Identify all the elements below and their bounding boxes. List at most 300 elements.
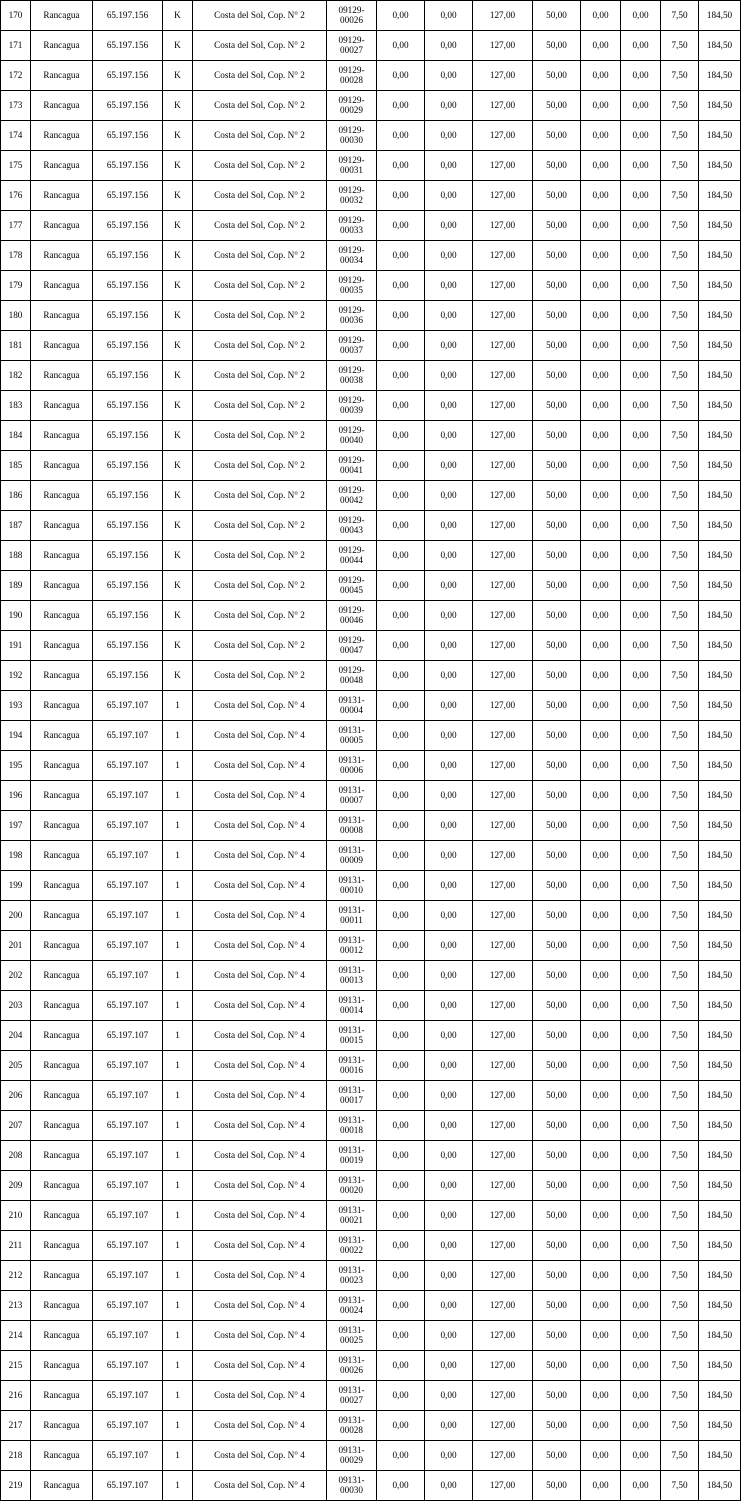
cell-index: 183 xyxy=(1,391,31,421)
cell-value-4: 50,00 xyxy=(533,631,581,661)
cell-letra: K xyxy=(163,1,193,31)
cell-condominio: Costa del Sol, Cop. N° 4 xyxy=(193,781,327,811)
cell-value-4: 50,00 xyxy=(533,901,581,931)
cell-rol: 65.197.156 xyxy=(93,1,163,31)
cell-value-5: 0,00 xyxy=(581,1051,621,1081)
cell-value-5: 0,00 xyxy=(581,1411,621,1441)
cell-value-3: 127,00 xyxy=(473,661,533,691)
unidad-line-2: 00010 xyxy=(340,884,363,895)
cell-value-2: 0,00 xyxy=(425,331,473,361)
cell-value-8: 184,50 xyxy=(699,1081,741,1111)
cell-index: 211 xyxy=(1,1231,31,1261)
cell-condominio: Costa del Sol, Cop. N° 2 xyxy=(193,181,327,211)
cell-value-2: 0,00 xyxy=(425,811,473,841)
cell-rol: 65.197.156 xyxy=(93,661,163,691)
cell-index: 175 xyxy=(1,151,31,181)
cell-value-4: 50,00 xyxy=(533,151,581,181)
cell-value-1: 0,00 xyxy=(377,1291,425,1321)
unidad-line-1: 09131- xyxy=(338,724,365,735)
cell-letra: 1 xyxy=(163,1111,193,1141)
cell-condominio: Costa del Sol, Cop. N° 2 xyxy=(193,601,327,631)
cell-index: 179 xyxy=(1,271,31,301)
cell-unidad xyxy=(327,601,377,631)
cell-rol: 65.197.156 xyxy=(93,271,163,301)
table-row xyxy=(1,631,741,661)
cell-value-2: 0,00 xyxy=(425,601,473,631)
cell-value-1: 0,00 xyxy=(377,1411,425,1441)
cell-index: 216 xyxy=(1,1381,31,1411)
cell-value-3: 127,00 xyxy=(473,901,533,931)
cell-value-4: 50,00 xyxy=(533,271,581,301)
cell-value-8: 184,50 xyxy=(699,1321,741,1351)
cell-value-8: 184,50 xyxy=(699,931,741,961)
cell-rol: 65.197.107 xyxy=(93,961,163,991)
cell-condominio: Costa del Sol, Cop. N° 4 xyxy=(193,1471,327,1501)
cell-value-6: 0,00 xyxy=(621,451,661,481)
cell-value-7: 7,50 xyxy=(661,1051,699,1081)
unidad-line-1: 09131- xyxy=(338,1414,365,1425)
table-row xyxy=(1,1411,741,1441)
cell-rol: 65.197.107 xyxy=(93,1351,163,1381)
cell-value-5: 0,00 xyxy=(581,751,621,781)
cell-comuna: Rancagua xyxy=(31,121,93,151)
cell-condominio: Costa del Sol, Cop. N° 2 xyxy=(193,271,327,301)
cell-letra: 1 xyxy=(163,1021,193,1051)
cell-letra: 1 xyxy=(163,751,193,781)
cell-rol: 65.197.107 xyxy=(93,1411,163,1441)
cell-value-5: 0,00 xyxy=(581,241,621,271)
cell-value-2: 0,00 xyxy=(425,871,473,901)
cell-index: 217 xyxy=(1,1411,31,1441)
cell-letra: 1 xyxy=(163,841,193,871)
table-row xyxy=(1,901,741,931)
cell-unidad xyxy=(327,241,377,271)
cell-value-7: 7,50 xyxy=(661,481,699,511)
cell-value-8: 184,50 xyxy=(699,601,741,631)
unidad-line-2: 00042 xyxy=(340,494,363,505)
unidad-line-1: 09131- xyxy=(338,1384,365,1395)
cell-value-6: 0,00 xyxy=(621,1231,661,1261)
cell-value-4: 50,00 xyxy=(533,1261,581,1291)
cell-value-8: 184,50 xyxy=(699,1171,741,1201)
table-row xyxy=(1,1111,741,1141)
cell-value-7: 7,50 xyxy=(661,1441,699,1471)
cell-value-3: 127,00 xyxy=(473,751,533,781)
cell-rol: 65.197.107 xyxy=(93,1471,163,1501)
cell-value-1: 0,00 xyxy=(377,1231,425,1261)
table-row xyxy=(1,181,741,211)
unidad-line-1: 09129- xyxy=(338,484,365,495)
cell-comuna: Rancagua xyxy=(31,1381,93,1411)
cell-value-8: 184,50 xyxy=(699,1261,741,1291)
table-row xyxy=(1,871,741,901)
cell-condominio: Costa del Sol, Cop. N° 4 xyxy=(193,901,327,931)
cell-value-3: 127,00 xyxy=(473,331,533,361)
unidad-line-2: 00015 xyxy=(340,1034,363,1045)
cell-value-2: 0,00 xyxy=(425,961,473,991)
cell-rol: 65.197.156 xyxy=(93,601,163,631)
cell-index: 206 xyxy=(1,1081,31,1111)
unidad-line-1: 09131- xyxy=(338,1444,365,1455)
cell-value-6: 0,00 xyxy=(621,601,661,631)
cell-rol: 65.197.107 xyxy=(93,781,163,811)
cell-unidad xyxy=(327,901,377,931)
cell-value-8: 184,50 xyxy=(699,61,741,91)
table-row xyxy=(1,391,741,421)
unidad-line-2: 00007 xyxy=(340,794,363,805)
cell-value-5: 0,00 xyxy=(581,331,621,361)
cell-value-7: 7,50 xyxy=(661,571,699,601)
cell-value-7: 7,50 xyxy=(661,1351,699,1381)
unidad-line-1: 09129- xyxy=(338,514,365,525)
cell-value-2: 0,00 xyxy=(425,1441,473,1471)
cell-value-4: 50,00 xyxy=(533,181,581,211)
cell-value-1: 0,00 xyxy=(377,1171,425,1201)
cell-value-8: 184,50 xyxy=(699,751,741,781)
cell-value-3: 127,00 xyxy=(473,361,533,391)
cell-value-5: 0,00 xyxy=(581,1291,621,1321)
cell-value-7: 7,50 xyxy=(661,241,699,271)
cell-value-3: 127,00 xyxy=(473,571,533,601)
cell-value-5: 0,00 xyxy=(581,1321,621,1351)
cell-unidad xyxy=(327,1111,377,1141)
cell-comuna: Rancagua xyxy=(31,721,93,751)
unidad-line-1: 09129- xyxy=(338,34,365,45)
cell-comuna: Rancagua xyxy=(31,1351,93,1381)
cell-letra: 1 xyxy=(163,901,193,931)
cell-value-4: 50,00 xyxy=(533,541,581,571)
cell-value-4: 50,00 xyxy=(533,1201,581,1231)
cell-letra: 1 xyxy=(163,1171,193,1201)
cell-value-3: 127,00 xyxy=(473,451,533,481)
cell-condominio: Costa del Sol, Cop. N° 4 xyxy=(193,1081,327,1111)
cell-rol: 65.197.156 xyxy=(93,571,163,601)
unidad-line-2: 00021 xyxy=(340,1214,363,1225)
cell-value-2: 0,00 xyxy=(425,1081,473,1111)
cell-rol: 65.197.156 xyxy=(93,91,163,121)
cell-value-1: 0,00 xyxy=(377,1051,425,1081)
cell-value-4: 50,00 xyxy=(533,211,581,241)
cell-value-1: 0,00 xyxy=(377,871,425,901)
unidad-line-1: 09129- xyxy=(338,664,365,675)
cell-value-4: 50,00 xyxy=(533,1351,581,1381)
cell-value-1: 0,00 xyxy=(377,691,425,721)
cell-value-4: 50,00 xyxy=(533,1141,581,1171)
cell-value-1: 0,00 xyxy=(377,151,425,181)
cell-index: 182 xyxy=(1,361,31,391)
cell-value-3: 127,00 xyxy=(473,1,533,31)
cell-unidad xyxy=(327,391,377,421)
table-row xyxy=(1,1261,741,1291)
cell-value-1: 0,00 xyxy=(377,301,425,331)
cell-condominio: Costa del Sol, Cop. N° 2 xyxy=(193,61,327,91)
cell-letra: 1 xyxy=(163,1141,193,1171)
cell-rol: 65.197.107 xyxy=(93,1051,163,1081)
unidad-line-1: 09129- xyxy=(338,454,365,465)
cell-letra: K xyxy=(163,511,193,541)
cell-rol: 65.197.156 xyxy=(93,31,163,61)
cell-index: 209 xyxy=(1,1171,31,1201)
cell-value-5: 0,00 xyxy=(581,961,621,991)
cell-value-8: 184,50 xyxy=(699,571,741,601)
cell-value-5: 0,00 xyxy=(581,121,621,151)
cell-value-4: 50,00 xyxy=(533,91,581,121)
cell-value-4: 50,00 xyxy=(533,691,581,721)
cell-value-7: 7,50 xyxy=(661,511,699,541)
cell-value-5: 0,00 xyxy=(581,841,621,871)
cell-index: 196 xyxy=(1,781,31,811)
cell-value-7: 7,50 xyxy=(661,301,699,331)
unidad-line-1: 09131- xyxy=(338,784,365,795)
cell-rol: 65.197.156 xyxy=(93,181,163,211)
cell-value-1: 0,00 xyxy=(377,1381,425,1411)
cell-unidad xyxy=(327,1081,377,1111)
cell-value-5: 0,00 xyxy=(581,811,621,841)
cell-value-3: 127,00 xyxy=(473,781,533,811)
unidad-line-2: 00037 xyxy=(340,344,363,355)
table-row xyxy=(1,511,741,541)
cell-comuna: Rancagua xyxy=(31,181,93,211)
cell-value-7: 7,50 xyxy=(661,121,699,151)
cell-value-4: 50,00 xyxy=(533,451,581,481)
cell-value-4: 50,00 xyxy=(533,1471,581,1501)
cell-unidad xyxy=(327,451,377,481)
cell-unidad xyxy=(327,1441,377,1471)
cell-index: 173 xyxy=(1,91,31,121)
cell-value-4: 50,00 xyxy=(533,841,581,871)
cell-value-1: 0,00 xyxy=(377,421,425,451)
cell-value-4: 50,00 xyxy=(533,1291,581,1321)
cell-value-4: 50,00 xyxy=(533,1051,581,1081)
cell-value-6: 0,00 xyxy=(621,481,661,511)
cell-value-3: 127,00 xyxy=(473,541,533,571)
unidad-line-1: 09131- xyxy=(338,814,365,825)
cell-comuna: Rancagua xyxy=(31,1111,93,1141)
cell-comuna: Rancagua xyxy=(31,661,93,691)
cell-comuna: Rancagua xyxy=(31,1411,93,1441)
cell-value-4: 50,00 xyxy=(533,1021,581,1051)
cell-letra: 1 xyxy=(163,931,193,961)
cell-condominio: Costa del Sol, Cop. N° 2 xyxy=(193,661,327,691)
table-row xyxy=(1,31,741,61)
cell-rol: 65.197.107 xyxy=(93,1171,163,1201)
cell-value-2: 0,00 xyxy=(425,451,473,481)
cell-value-3: 127,00 xyxy=(473,211,533,241)
cell-value-5: 0,00 xyxy=(581,301,621,331)
table-row xyxy=(1,751,741,781)
unidad-line-2: 00011 xyxy=(340,914,363,925)
cell-value-6: 0,00 xyxy=(621,1261,661,1291)
cell-value-6: 0,00 xyxy=(621,391,661,421)
unidad-line-2: 00033 xyxy=(340,224,363,235)
cell-index: 188 xyxy=(1,541,31,571)
cell-unidad xyxy=(327,91,377,121)
cell-value-8: 184,50 xyxy=(699,1411,741,1441)
cell-comuna: Rancagua xyxy=(31,1081,93,1111)
cell-value-7: 7,50 xyxy=(661,1381,699,1411)
cell-value-5: 0,00 xyxy=(581,211,621,241)
cell-value-8: 184,50 xyxy=(699,1111,741,1141)
cell-unidad xyxy=(327,1141,377,1171)
cell-value-3: 127,00 xyxy=(473,991,533,1021)
cell-rol: 65.197.107 xyxy=(93,1441,163,1471)
cell-value-1: 0,00 xyxy=(377,1081,425,1111)
cell-value-5: 0,00 xyxy=(581,1441,621,1471)
cell-rol: 65.197.156 xyxy=(93,391,163,421)
cell-value-6: 0,00 xyxy=(621,1291,661,1321)
cell-comuna: Rancagua xyxy=(31,91,93,121)
table-row xyxy=(1,661,741,691)
unidad-line-1: 09129- xyxy=(338,544,365,555)
cell-value-8: 184,50 xyxy=(699,481,741,511)
cell-value-5: 0,00 xyxy=(581,1261,621,1291)
cell-value-2: 0,00 xyxy=(425,1411,473,1441)
cell-value-6: 0,00 xyxy=(621,931,661,961)
cell-value-7: 7,50 xyxy=(661,931,699,961)
cell-rol: 65.197.156 xyxy=(93,541,163,571)
cell-value-1: 0,00 xyxy=(377,181,425,211)
cell-unidad xyxy=(327,1381,377,1411)
unidad-line-2: 00027 xyxy=(340,1394,363,1405)
table-row xyxy=(1,1201,741,1231)
cell-value-8: 184,50 xyxy=(699,241,741,271)
table-row xyxy=(1,421,741,451)
unidad-line-1: 09129- xyxy=(338,94,365,105)
cell-comuna: Rancagua xyxy=(31,1291,93,1321)
cell-value-6: 0,00 xyxy=(621,31,661,61)
cell-unidad xyxy=(327,811,377,841)
cell-unidad xyxy=(327,691,377,721)
cell-index: 205 xyxy=(1,1051,31,1081)
cell-comuna: Rancagua xyxy=(31,931,93,961)
unidad-line-2: 00028 xyxy=(340,74,363,85)
table-row xyxy=(1,841,741,871)
table-row xyxy=(1,1291,741,1321)
cell-value-6: 0,00 xyxy=(621,751,661,781)
cell-condominio: Costa del Sol, Cop. N° 4 xyxy=(193,1201,327,1231)
cell-letra: 1 xyxy=(163,1381,193,1411)
cell-value-3: 127,00 xyxy=(473,151,533,181)
unidad-line-1: 09129- xyxy=(338,304,365,315)
cell-condominio: Costa del Sol, Cop. N° 2 xyxy=(193,451,327,481)
cell-value-6: 0,00 xyxy=(621,91,661,121)
cell-comuna: Rancagua xyxy=(31,1171,93,1201)
cell-index: 219 xyxy=(1,1471,31,1501)
cell-value-5: 0,00 xyxy=(581,1201,621,1231)
cell-condominio: Costa del Sol, Cop. N° 4 xyxy=(193,1261,327,1291)
cell-value-2: 0,00 xyxy=(425,481,473,511)
cell-value-2: 0,00 xyxy=(425,361,473,391)
cell-letra: 1 xyxy=(163,1201,193,1231)
cell-value-6: 0,00 xyxy=(621,301,661,331)
cell-value-1: 0,00 xyxy=(377,481,425,511)
cell-index: 180 xyxy=(1,301,31,331)
cell-comuna: Rancagua xyxy=(31,481,93,511)
cell-value-7: 7,50 xyxy=(661,961,699,991)
cell-value-7: 7,50 xyxy=(661,211,699,241)
cell-condominio: Costa del Sol, Cop. N° 2 xyxy=(193,91,327,121)
unidad-line-1: 09131- xyxy=(338,1144,365,1155)
cell-rol: 65.197.156 xyxy=(93,331,163,361)
table-row xyxy=(1,931,741,961)
table-row xyxy=(1,241,741,271)
cell-value-5: 0,00 xyxy=(581,31,621,61)
cell-condominio: Costa del Sol, Cop. N° 2 xyxy=(193,541,327,571)
cell-value-6: 0,00 xyxy=(621,811,661,841)
cell-value-1: 0,00 xyxy=(377,571,425,601)
cell-value-7: 7,50 xyxy=(661,1081,699,1111)
table-row xyxy=(1,481,741,511)
cell-value-4: 50,00 xyxy=(533,601,581,631)
cell-value-8: 184,50 xyxy=(699,211,741,241)
cell-value-1: 0,00 xyxy=(377,271,425,301)
cell-condominio: Costa del Sol, Cop. N° 4 xyxy=(193,1141,327,1171)
cell-comuna: Rancagua xyxy=(31,1201,93,1231)
cell-comuna: Rancagua xyxy=(31,571,93,601)
cell-value-1: 0,00 xyxy=(377,1321,425,1351)
cell-index: 190 xyxy=(1,601,31,631)
cell-rol: 65.197.156 xyxy=(93,421,163,451)
table-row xyxy=(1,691,741,721)
table-row xyxy=(1,991,741,1021)
cell-comuna: Rancagua xyxy=(31,991,93,1021)
cell-value-2: 0,00 xyxy=(425,781,473,811)
cell-value-2: 0,00 xyxy=(425,1171,473,1201)
cell-value-8: 184,50 xyxy=(699,841,741,871)
cell-condominio: Costa del Sol, Cop. N° 2 xyxy=(193,331,327,361)
cell-unidad xyxy=(327,721,377,751)
cell-unidad xyxy=(327,61,377,91)
cell-unidad xyxy=(327,871,377,901)
cell-letra: K xyxy=(163,661,193,691)
cell-condominio: Costa del Sol, Cop. N° 4 xyxy=(193,1321,327,1351)
cell-value-6: 0,00 xyxy=(621,361,661,391)
table-row xyxy=(1,601,741,631)
cell-comuna: Rancagua xyxy=(31,241,93,271)
cell-letra: K xyxy=(163,241,193,271)
cell-value-1: 0,00 xyxy=(377,601,425,631)
cell-letra: 1 xyxy=(163,991,193,1021)
cell-value-7: 7,50 xyxy=(661,1171,699,1201)
table-row xyxy=(1,451,741,481)
cell-letra: K xyxy=(163,631,193,661)
unidad-line-1: 09131- xyxy=(338,1294,365,1305)
cell-value-7: 7,50 xyxy=(661,1321,699,1351)
cell-value-3: 127,00 xyxy=(473,871,533,901)
cell-index: 204 xyxy=(1,1021,31,1051)
unidad-line-2: 00035 xyxy=(340,284,363,295)
table-row xyxy=(1,61,741,91)
cell-index: 178 xyxy=(1,241,31,271)
cell-value-1: 0,00 xyxy=(377,1,425,31)
cell-condominio: Costa del Sol, Cop. N° 4 xyxy=(193,1171,327,1201)
cell-comuna: Rancagua xyxy=(31,871,93,901)
cell-letra: 1 xyxy=(163,1231,193,1261)
cell-value-4: 50,00 xyxy=(533,1,581,31)
cell-value-2: 0,00 xyxy=(425,301,473,331)
cell-value-7: 7,50 xyxy=(661,1231,699,1261)
cell-value-4: 50,00 xyxy=(533,781,581,811)
cell-comuna: Rancagua xyxy=(31,421,93,451)
table-row xyxy=(1,1081,741,1111)
cell-value-8: 184,50 xyxy=(699,961,741,991)
cell-value-7: 7,50 xyxy=(661,811,699,841)
cell-index: 197 xyxy=(1,811,31,841)
table-row xyxy=(1,121,741,151)
cell-value-2: 0,00 xyxy=(425,91,473,121)
cell-comuna: Rancagua xyxy=(31,151,93,181)
cell-value-7: 7,50 xyxy=(661,751,699,781)
